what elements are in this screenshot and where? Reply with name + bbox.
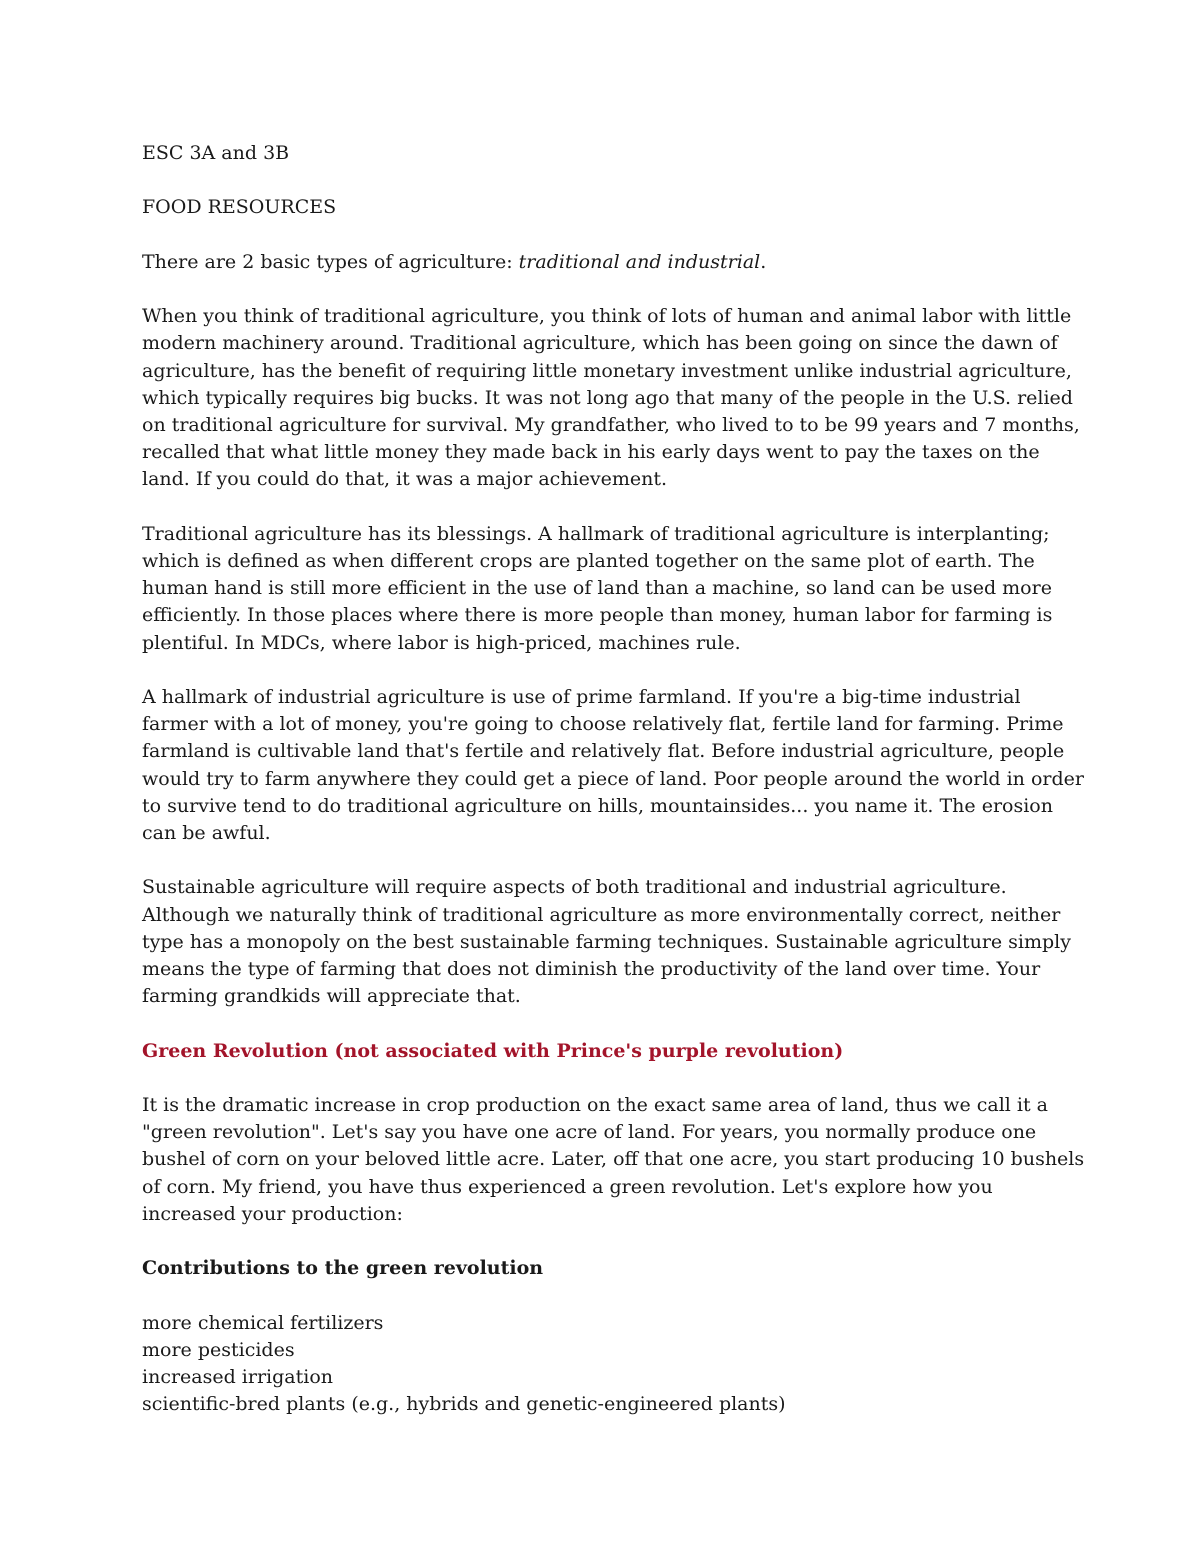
paragraph-line: modern machinery around. Traditional agriculture, which has been going on since the dawn of — [142, 332, 1058, 355]
list-item: increased irrigation — [142, 1365, 334, 1388]
document-page — [142, 140, 1085, 1418]
list-item: scientific-bred plants (e.g., hybrids and genetic-engineered plants) — [142, 1393, 786, 1416]
paragraph-green-revolution — [142, 1092, 1085, 1228]
intro-prefix: There are 2 basic types of agriculture: — [142, 250, 519, 273]
paragraph-line: would try to farm anywhere they could get a piece of land. Poor people around the world in order — [142, 767, 1084, 790]
paragraph-line: land. If you could do that, it was a major achievement. — [142, 468, 668, 491]
paragraph-line: means the type of farming that does not diminish the productivity of the land over time. Your — [142, 958, 1041, 980]
paragraph-line: human hand is still more efficient in the use of land than a machine, so land can be used more — [142, 577, 1052, 600]
list-item: more chemical fertilizers — [142, 1311, 384, 1334]
spacer — [142, 167, 1072, 194]
paragraph-line: bushel of corn on your beloved little acre. Later, off that one acre, you start producing 10 bushels — [142, 1148, 1085, 1171]
paragraph-line: which is defined as when different crops are planted together on the same plot of earth. The — [142, 549, 1035, 572]
section-title: FOOD RESOURCES — [142, 196, 337, 219]
paragraph-line: When you think of traditional agriculture, you think of lots of human and animal labor with little — [142, 305, 1072, 328]
intro-line — [142, 249, 1072, 276]
spacer — [142, 494, 1072, 521]
paragraph-line: Traditional agriculture has its blessings. A hallmark of traditional agriculture is interplanting; — [142, 522, 1050, 545]
paragraph-sustainable — [142, 874, 1072, 1010]
spacer — [142, 847, 1072, 874]
spacer — [142, 1282, 1072, 1309]
paragraph-traditional — [142, 303, 1080, 493]
paragraph-line: on traditional agriculture for survival. My grandfather, who lived to to be 99 years and 7 months, — [142, 413, 1080, 436]
paragraph-line: It is the dramatic increase in crop production on the exact same area of land, thus we call it a — [142, 1093, 1048, 1116]
paragraph-line: recalled that what little money they made back in his early days went to pay the taxes on the — [142, 441, 1040, 464]
course-line: ESC 3A and 3B — [142, 142, 290, 164]
paragraph-line: farmer with a lot of money, you're going to choose relatively flat, fertile land for farming. Prime — [142, 713, 1064, 736]
spacer — [142, 276, 1072, 303]
spacer — [142, 657, 1072, 684]
paragraph-line: type has a monopoly on the best sustainable farming techniques. Sustainable agriculture simply — [142, 930, 1071, 953]
paragraph-line: "green revolution". Let's say you have one acre of land. For years, you normally produce one — [142, 1121, 1037, 1144]
green-revolution-heading: Green Revolution (not associated with Prince's purple revolution) — [142, 1039, 844, 1062]
spacer — [142, 1010, 1072, 1037]
intro-suffix: . — [760, 250, 767, 273]
spacer — [142, 222, 1072, 249]
paragraph-line: which typically requires big bucks. It was not long ago that many of the people in the U.S. relied — [142, 386, 1073, 409]
paragraph-line: farmland is cultivable land that's fertile and relatively flat. Before industrial agriculture, people — [142, 740, 1065, 763]
paragraph-line: agriculture, has the benefit of requiring little monetary investment unlike industrial agriculture, — [142, 359, 1072, 382]
contributions-heading: Contributions to the green revolution — [142, 1257, 544, 1280]
contributions-list — [142, 1310, 1072, 1419]
spacer — [142, 1065, 1072, 1092]
paragraph-line: efficiently. In those places where there is more people than money, human labor for farming is — [142, 604, 1053, 627]
paragraph-line: can be awful. — [142, 822, 271, 844]
intro-emphasis: traditional and industrial — [518, 250, 761, 273]
list-item: more pesticides — [142, 1338, 295, 1361]
paragraph-line: Although we naturally think of traditional agriculture as more environmentally correct, neither — [142, 903, 1061, 926]
paragraph-line: of corn. My friend, you have thus experienced a green revolution. Let's explore how you — [142, 1175, 993, 1198]
paragraph-industrial — [142, 684, 1084, 847]
paragraph-line: to survive tend to do traditional agriculture on hills, mountainsides... you name it. The erosion — [142, 794, 1053, 817]
paragraph-line: Sustainable agriculture will require aspects of both traditional and industrial agriculture. — [142, 876, 1007, 899]
paragraph-line: plentiful. In MDCs, where labor is high-priced, machines rule. — [142, 631, 741, 654]
paragraph-line: increased your production: — [142, 1202, 403, 1225]
paragraph-blessings — [142, 521, 1072, 657]
paragraph-line: A hallmark of industrial agriculture is use of prime farmland. If you're a big-time industrial — [142, 685, 1021, 708]
paragraph-line: farming grandkids will appreciate that. — [142, 985, 521, 1008]
spacer — [142, 1228, 1072, 1255]
